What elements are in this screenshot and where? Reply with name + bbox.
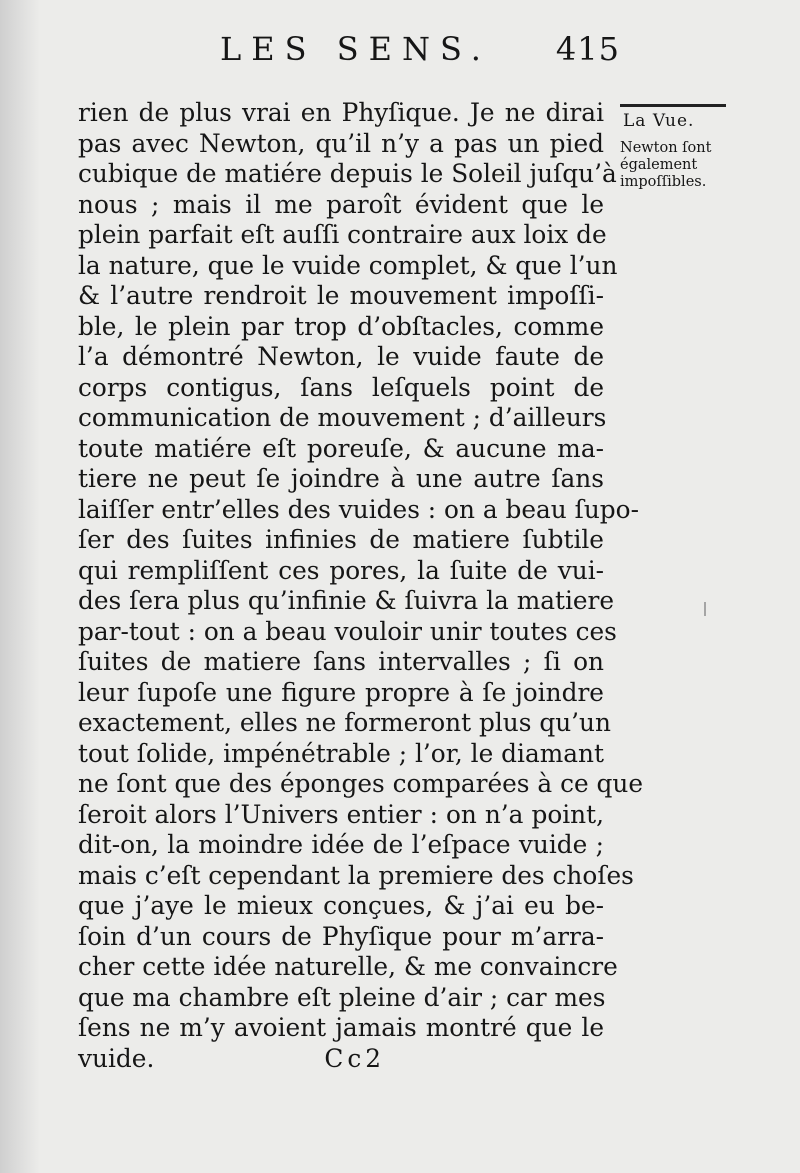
body-line: que j’aye le mieux conçues, & j’ai eu be- xyxy=(78,891,604,920)
body-line: corps contigus, ſans leſquels point de xyxy=(78,372,604,402)
body-line: ſens ne m’y avoient jamais montré que le xyxy=(78,1013,604,1042)
body-line: rien de plus vrai en Phyſique. Je ne dirai xyxy=(78,98,604,127)
body-line: communication de mouvement ; d’ailleurs xyxy=(78,403,607,432)
body-line: tiere ne peut ſe joindre à une autre ſans xyxy=(78,464,604,493)
body-line: laiſſer entr’elles des vuides : on a beau ſupo- xyxy=(78,494,639,524)
body-text xyxy=(78,98,644,1074)
last-line-text: vuide. xyxy=(78,1043,155,1073)
signature-mark: Cc2 xyxy=(324,1043,385,1073)
margin-note-line: impoſſibles. xyxy=(620,174,707,190)
body-line: ſoin d’un cours de Phyſique pour m’arra- xyxy=(78,921,604,951)
body-line: cher cette idée naturelle, & me convaincre xyxy=(78,952,618,981)
body-last-line xyxy=(78,1044,604,1075)
body-line: l’a démontré Newton, le vuide faute de xyxy=(78,342,604,371)
body-line: pas avec Newton, qu’il n’y a pas un pied xyxy=(78,128,604,158)
margin-heading: La Vue. xyxy=(623,111,695,131)
body-line: qui rempliſſent ces pores, la ſuite de vui- xyxy=(78,555,604,585)
body-line: ſeroit alors l’Univers entier : on n’a point, xyxy=(78,799,604,829)
body-line: ne ſont que des éponges comparées à ce que xyxy=(78,769,644,798)
running-title: LES SENS. xyxy=(220,30,491,68)
body-line: mais c’eſt cependant la premiere des choſes xyxy=(78,860,634,890)
body-line: tout ſolide, impénétrable ; l’or, le diamant xyxy=(78,738,604,768)
margin-rule xyxy=(620,104,726,107)
paper-speck xyxy=(704,602,706,616)
body-line: la nature, que le vuide complet, & que l’un xyxy=(78,250,618,280)
body-line: toute matiére eſt poreuſe, & aucune ma- xyxy=(78,433,604,463)
body-line: ble, le plein par trop d’obſtacles, comme xyxy=(78,311,604,341)
body-line: nous ; mais il me paroît évident que le xyxy=(78,189,604,219)
page-number: 415 xyxy=(555,30,620,68)
body-line: dit-on, la moindre idée de l’eſpace vuide ; xyxy=(78,830,604,859)
margin-note-line: également xyxy=(620,157,698,173)
binding-shadow xyxy=(0,0,40,1173)
body-line: plein parfait eſt auſſi contraire aux loix de xyxy=(78,220,607,249)
body-line: leur ſupoſe une figure propre à ſe joindre xyxy=(78,677,604,707)
margin-note xyxy=(620,104,728,191)
body-line: & l’autre rendroit le mouvement impoſſi- xyxy=(78,281,604,310)
body-line: exactement, elles ne formeront plus qu’un xyxy=(78,708,611,737)
margin-note-line: Newton ſont xyxy=(620,140,712,156)
body-line: par-tout : on a beau vouloir unir toutes ces xyxy=(78,616,617,646)
body-line: cubique de matiére depuis le Soleil juſqu’à xyxy=(78,159,617,188)
body-line: ſuites de matiere ſans intervalles ; ſi on xyxy=(78,647,604,676)
body-line: ſer des ſuites infinies de matiere ſubtile xyxy=(78,525,604,554)
body-line: que ma chambre eſt pleine d’air ; car mes xyxy=(78,982,606,1012)
body-line: des ſera plus qu’infinie & ſuivra la matiere xyxy=(78,586,615,615)
page-header xyxy=(220,30,620,80)
